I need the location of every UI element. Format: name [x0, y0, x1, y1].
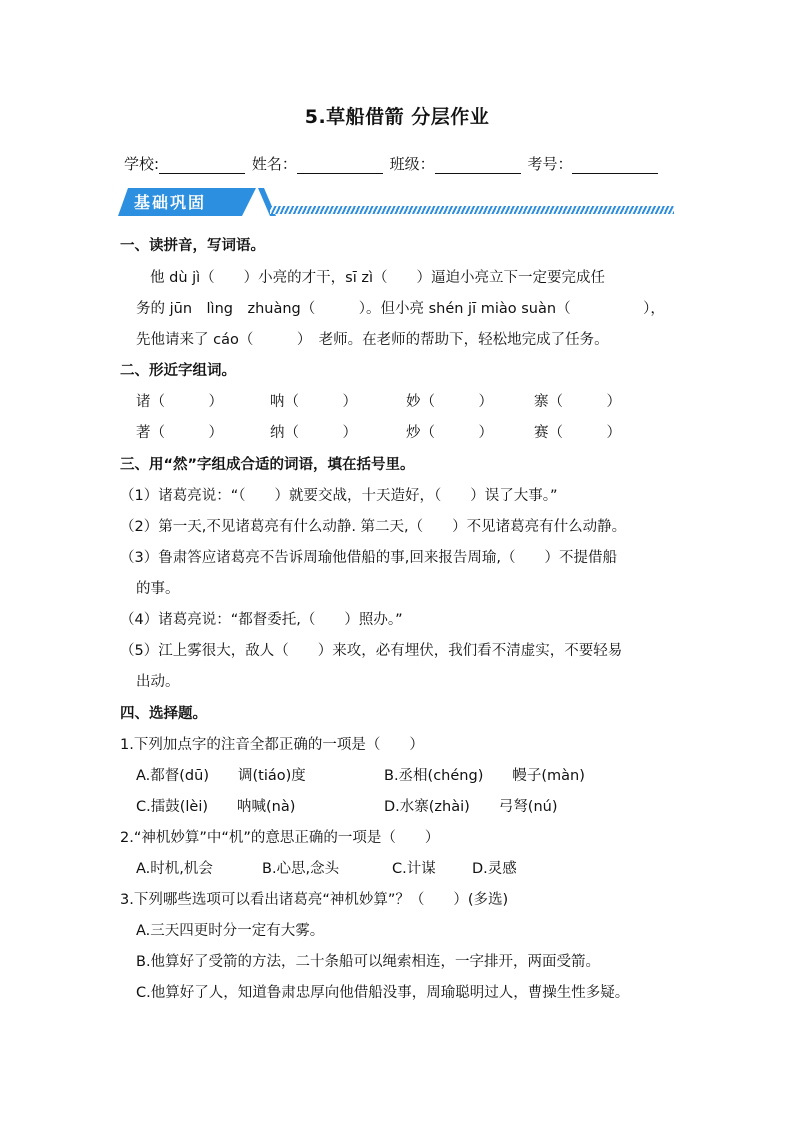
word-item: 妙（ ） — [406, 394, 493, 410]
section4-heading: 四、选择题。 — [120, 706, 207, 722]
option-b: B.他算好了受箭的方法，二十条船可以绳索相连，一字排开，两面受箭。 — [136, 954, 601, 970]
class-label: 班级： — [389, 155, 435, 173]
section1-heading: 一、读拼音，写词语。 — [120, 238, 265, 254]
section3-line: （5）江上雾很大，敌人（ ）来攻，必有埋伏，我们看不清虚实，不要轻易 — [120, 643, 623, 659]
school-label: 学校: — [124, 155, 160, 173]
option-a: A.三天四更时分一定有大雾。 — [136, 923, 325, 939]
word-item: 纳（ ） — [270, 425, 357, 441]
section1-line: 他 dù jì（ ）小亮的才干，sī zì（ ）逼迫小亮立下一定要完成任 — [150, 270, 605, 286]
section3-line: 出动。 — [136, 674, 180, 690]
option-d: D.水寨(zhài) 弓弩(nú) — [384, 799, 558, 815]
section2-heading: 二、形近字组词。 — [120, 363, 236, 379]
option-c: C.计谋 — [392, 861, 436, 877]
section3-line: （1）诸葛亮说：“（ ）就要交战，十天造好，（ ）误了大事。” — [120, 488, 558, 504]
section3-line: （2）第一天,不见诸葛亮有什么动静. 第二天,（ ）不见诸葛亮有什么动静。 — [120, 519, 627, 535]
option-a: A.都督(dū) 调(tiáo)度 — [136, 768, 306, 784]
banner-label: 基础巩固 — [134, 193, 207, 212]
word-item: 赛（ ） — [534, 425, 621, 441]
name-blank[interactable] — [297, 157, 383, 174]
exam-no-blank[interactable] — [572, 157, 658, 174]
option-b: B.丞相(chéng) 幔子(màn) — [384, 768, 585, 784]
section1-line: 先他请来了 cáo（ ） 老师。在老师的帮助下，轻松地完成了任务。 — [136, 332, 609, 348]
word-item: 诸（ ） — [136, 394, 223, 410]
option-d: D.灵感 — [472, 861, 517, 877]
section1-line: 务的 jūn lìng zhuàng（ ）。但小亮 shén jī miào suàn（ ）， — [136, 301, 665, 317]
page-title: 5.草船借箭 分层作业 — [304, 106, 490, 128]
class-blank[interactable] — [435, 157, 521, 174]
question-3: 3.下列哪些选项可以看出诸葛亮“神机妙算”？（ ）(多选) — [120, 892, 509, 908]
banner-stripe — [270, 206, 674, 214]
question-1: 1.下列加点字的注音全都正确的一项是（ ） — [120, 737, 424, 753]
question-2: 2.“神机妙算”中“机”的意思正确的一项是（ ） — [120, 830, 440, 846]
school-blank[interactable] — [159, 157, 245, 174]
option-c: C.他算好了人，知道鲁肃忠厚向他借船没事，周瑜聪明过人，曹操生性多疑。 — [136, 985, 630, 1001]
section3-line: （4）诸葛亮说：“都督委托,（ ）照办。” — [120, 612, 403, 628]
section3-heading: 三、用“然”字组成合适的词语，填在括号里。 — [120, 457, 415, 473]
option-a: A.时机,机会 — [136, 861, 213, 877]
word-item: 炒（ ） — [406, 425, 493, 441]
word-item: 呐（ ） — [270, 394, 357, 410]
exam-no-label: 考号： — [527, 155, 573, 173]
section3-line: 的事。 — [136, 581, 180, 597]
option-b: B.心思,念头 — [262, 861, 340, 877]
section3-line: （3）鲁肃答应诸葛亮不告诉周瑜他借船的事,回来报告周瑜,（ ）不提借船 — [120, 550, 617, 566]
option-c: C.擂鼓(lèi) 呐喊(nà) — [136, 799, 296, 815]
word-item: 寨（ ） — [534, 394, 621, 410]
word-item: 著（ ） — [136, 425, 223, 441]
name-label: 姓名： — [251, 155, 297, 173]
student-info-row — [124, 153, 660, 174]
